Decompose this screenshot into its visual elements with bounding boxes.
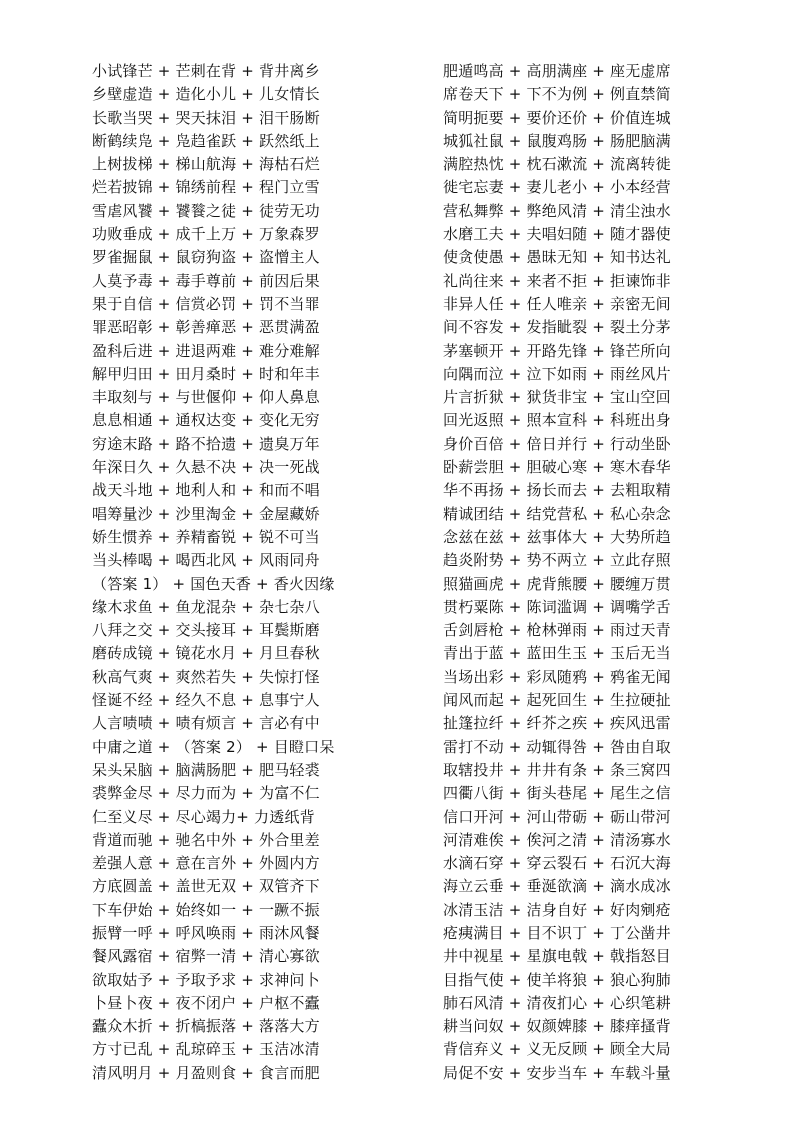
idiom-chain-line: 小试锋芒 + 芒刺在背 + 背井离乡 — [92, 62, 320, 80]
idiom-chain-line: 河清难俟 + 俟河之清 + 清汤寡水 — [443, 830, 671, 849]
idiom-chain-line: 肥遁鸣高 + 高朋满座 + 座无虚席 — [443, 62, 671, 80]
idiom-chain-line: 方底圆盖 + 盖世无双 + 双管齐下 — [92, 877, 320, 896]
idiom-chain-line: 磨砖成镜 + 镜花水月 + 月旦春秋 — [92, 644, 320, 663]
idiom-chain-line: 乡壁虚造 + 造化小儿 + 儿女情长 — [92, 85, 320, 104]
idiom-chain-line: 徙宅忘妻 + 妻儿老小 + 小本经营 — [443, 178, 671, 197]
idiom-chain-line: 水磨工夫 + 夫唱妇随 + 随才器使 — [443, 225, 671, 244]
idiom-chain-line: 趋炎附势 + 势不两立 + 立此存照 — [443, 551, 671, 570]
idiom-chain-line: 功败垂成 + 成千上万 + 万象森罗 — [92, 225, 320, 244]
idiom-chain-line: 信口开河 + 河山带砺 + 砺山带河 — [443, 807, 671, 826]
idiom-chain-line: 裘弊金尽 + 尽力而为 + 为富不仁 — [92, 784, 320, 803]
idiom-chain-line: 茅塞顿开 + 开路先锋 + 锋芒所向 — [443, 341, 671, 360]
idiom-chain-line: 中庸之道 + （答案 2） + 目瞪口呆 — [92, 737, 335, 756]
idiom-chain-line: 营私舞弊 + 弊绝风清 + 清尘浊水 — [443, 201, 671, 220]
idiom-chain-line: 人言啧啧 + 啧有烦言 + 言必有中 — [92, 714, 320, 733]
idiom-chain-line: 海立云垂 + 垂涎欲滴 + 滴水成冰 — [443, 877, 671, 896]
idiom-chain-line: 身价百倍 + 倍日并行 + 行动坐卧 — [443, 434, 671, 453]
idiom-chain-line: 当场出彩 + 彩凤随鸦 + 鸦雀无闻 — [443, 667, 671, 686]
idiom-chain-line: 方寸已乱 + 乱琼碎玉 + 玉洁冰清 — [92, 1040, 320, 1059]
idiom-chain-line: （答案 1） + 国色天香 + 香火因缘 — [92, 574, 335, 593]
idiom-chain-line: 席卷天下 + 下不为例 + 例直禁简 — [443, 85, 671, 104]
idiom-chain-line: 解甲归田 + 田月桑时 + 时和年丰 — [92, 364, 320, 383]
left-idiom-column — [92, 60, 422, 1085]
idiom-chain-line: 振臂一呼 + 呼风唤雨 + 雨沐风餐 — [92, 923, 320, 942]
idiom-chain-line: 冰清玉洁 + 洁身自好 + 好肉剜疮 — [443, 900, 671, 919]
idiom-chain-line: 华不再扬 + 扬长而去 + 去粗取精 — [443, 481, 671, 500]
idiom-chain-line: 耕当问奴 + 奴颜婢膝 + 膝痒搔背 — [443, 1017, 671, 1036]
idiom-chain-line: 非异人任 + 任人唯亲 + 亲密无间 — [443, 294, 671, 313]
idiom-chain-line: 怪诞不经 + 经久不息 + 息事宁人 — [92, 691, 320, 710]
idiom-chain-line: 息息相通 + 通权达变 + 变化无穷 — [92, 411, 320, 430]
idiom-chain-line: 扯篷拉纤 + 纤芥之疾 + 疾风迅雷 — [443, 714, 671, 733]
idiom-chain-line: 盈科后进 + 进退两难 + 难分难解 — [92, 341, 320, 360]
idiom-chain-line: 精诚团结 + 结党营私 + 私心杂念 — [443, 504, 671, 523]
idiom-chain-line: 丰取刻与 + 与世偃仰 + 仰人鼻息 — [92, 388, 320, 407]
idiom-chain-line: 肺石风清 + 清夜扪心 + 心织笔耕 — [443, 993, 671, 1012]
idiom-chain-line: 雪虐风饕 + 饕餮之徒 + 徒劳无功 — [92, 201, 320, 220]
idiom-chain-line: 雷打不动 + 动辄得咎 + 咎由自取 — [443, 737, 671, 756]
idiom-chain-line: 穷途末路 + 路不拾遗 + 遗臭万年 — [92, 434, 320, 453]
idiom-chain-line: 唱筹量沙 + 沙里淘金 + 金屋藏娇 — [92, 504, 320, 523]
idiom-chain-line: 烂若披锦 + 锦绣前程 + 程门立雪 — [92, 178, 320, 197]
idiom-chain-line: 青出于蓝 + 蓝田生玉 + 玉后无当 — [443, 644, 671, 663]
idiom-chain-line: 城狐社鼠 + 鼠腹鸡肠 + 肠肥脑满 — [443, 131, 671, 150]
idiom-chain-line: 缘木求鱼 + 鱼龙混杂 + 杂七杂八 — [92, 597, 320, 616]
idiom-chain-line: 罗雀掘鼠 + 鼠窃狗盗 + 盗憎主人 — [92, 248, 320, 267]
idiom-chain-line: 八拜之交 + 交头接耳 + 耳鬓斯磨 — [92, 621, 320, 640]
idiom-chain-line: 闻风而起 + 起死回生 + 生拉硬扯 — [443, 691, 671, 710]
idiom-chain-line: 当头棒喝 + 喝西北风 + 风雨同舟 — [92, 551, 320, 570]
idiom-chain-line: 下车伊始 + 始终如一 + 一蹶不振 — [92, 900, 320, 919]
idiom-chain-line: 礼尚往来 + 来者不拒 + 拒谏饰非 — [443, 271, 671, 290]
idiom-chain-line: 向隅而泣 + 泣下如雨 + 雨丝风片 — [443, 364, 671, 383]
idiom-chain-line: 舌剑唇枪 + 枪林弹雨 + 雨过天青 — [443, 621, 671, 640]
idiom-chain-line: 秋高气爽 + 爽然若失 + 失惊打怪 — [92, 667, 320, 686]
idiom-chain-line: 上树拔梯 + 梯山航海 + 海枯石烂 — [92, 155, 320, 174]
idiom-chain-line: 四衢八街 + 街头巷尾 + 尾生之信 — [443, 784, 671, 803]
idiom-chain-line: 清风明月 + 月盈则食 + 食言而肥 — [92, 1063, 320, 1082]
idiom-chain-line: 长歌当哭 + 哭天抹泪 + 泪干肠断 — [92, 108, 320, 127]
idiom-chain-line: 蠹众木折 + 折槁振落 + 落落大方 — [92, 1017, 320, 1036]
idiom-chain-line: 局促不安 + 安步当车 + 车载斗量 — [443, 1063, 671, 1082]
idiom-chain-line: 念兹在兹 + 兹事体大 + 大势所趋 — [443, 527, 671, 546]
idiom-chain-line: 水滴石穿 + 穿云裂石 + 石沉大海 — [443, 854, 671, 873]
idiom-chain-line: 卧薪尝胆 + 胆破心寒 + 寒木春华 — [443, 458, 671, 477]
idiom-chain-line: 罪恶昭彰 + 彰善瘅恶 + 恶贯满盈 — [92, 318, 320, 337]
idiom-chain-line: 片言折狱 + 狱货非宝 + 宝山空回 — [443, 388, 671, 407]
idiom-chain-line: 差强人意 + 意在言外 + 外圆内方 — [92, 854, 320, 873]
idiom-chain-line: 娇生惯养 + 养精畜锐 + 锐不可当 — [92, 527, 320, 546]
idiom-chain-line: 井中视星 + 星旗电戟 + 戟指怒目 — [443, 947, 671, 966]
idiom-chain-line: 使贪使愚 + 愚昧无知 + 知书达礼 — [443, 248, 671, 267]
idiom-chain-line: 照猫画虎 + 虎背熊腰 + 腰缠万贯 — [443, 574, 671, 593]
right-idiom-column — [443, 60, 773, 1085]
idiom-chain-line: 年深日久 + 久悬不决 + 决一死战 — [92, 458, 320, 477]
idiom-chain-line: 背信弃义 + 义无反顾 + 顾全大局 — [443, 1040, 671, 1059]
idiom-chain-line: 简明扼要 + 要价还价 + 价值连城 — [443, 108, 671, 127]
idiom-chain-line: 欲取姑予 + 予取予求 + 求神问卜 — [92, 970, 320, 989]
idiom-chain-line: 贯朽粟陈 + 陈词滥调 + 调嘴学舌 — [443, 597, 671, 616]
idiom-chain-line: 目指气使 + 使羊将狼 + 狼心狗肺 — [443, 970, 671, 989]
idiom-chain-line: 断鹤续凫 + 凫趋雀跃 + 跃然纸上 — [92, 131, 320, 150]
idiom-chain-line: 人莫予毒 + 毒手尊前 + 前因后果 — [92, 271, 320, 290]
idiom-chain-line: 满腔热忱 + 枕石漱流 + 流离转徙 — [443, 155, 671, 174]
idiom-chain-line: 仁至义尽 + 尽心竭力+ 力透纸背 — [92, 807, 315, 826]
idiom-chain-line: 背道而驰 + 驰名中外 + 外合里差 — [92, 830, 320, 849]
idiom-chain-line: 战天斗地 + 地利人和 + 和而不唱 — [92, 481, 320, 500]
idiom-chain-line: 卜昼卜夜 + 夜不闭户 + 户枢不蠹 — [92, 993, 320, 1012]
idiom-chain-line: 回光返照 + 照本宣科 + 科班出身 — [443, 411, 671, 430]
idiom-chain-line: 疮痍满目 + 目不识丁 + 丁公凿井 — [443, 923, 671, 942]
idiom-chain-line: 餐风露宿 + 宿弊一清 + 清心寡欲 — [92, 947, 320, 966]
idiom-chain-line: 间不容发 + 发指眦裂 + 裂土分茅 — [443, 318, 671, 337]
idiom-chain-line: 果于自信 + 信赏必罚 + 罚不当罪 — [92, 294, 320, 313]
idiom-chain-line: 呆头呆脑 + 脑满肠肥 + 肥马轻裘 — [92, 760, 320, 779]
idiom-chain-line: 取辖投井 + 井井有条 + 条三窝四 — [443, 760, 671, 779]
